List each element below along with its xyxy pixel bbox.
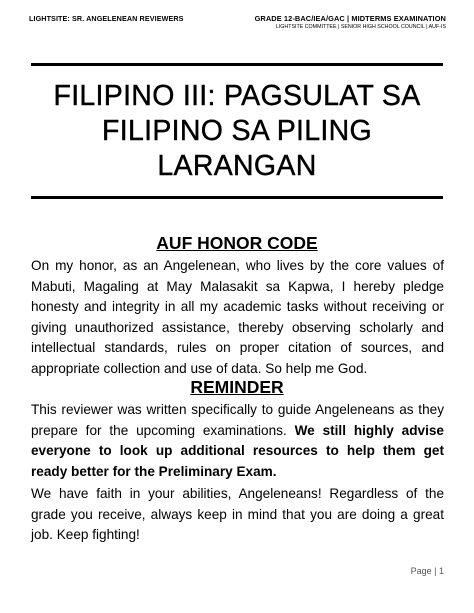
header-right xyxy=(255,14,446,30)
reminder-text-plain: This reviewer was written specifically to guide Angeleneans as they prepare for the upcoming examinations. xyxy=(31,402,444,438)
reminder-paragraph-2: We have faith in your abilities, Angeleneans! Regardless of the grade you receive, always keep in mind that you are doing a great job. Keep fighting! xyxy=(31,486,444,543)
title-line-3: LARANGAN xyxy=(157,149,317,182)
honor-code-heading: AUF HONOR CODE xyxy=(156,233,318,253)
title-line-2: FILIPINO SA PILING xyxy=(102,114,372,147)
page-title xyxy=(53,79,420,184)
reminder-paragraph-1 xyxy=(31,400,444,482)
title-box xyxy=(31,63,443,199)
honor-code-text: On my honor, as an Angelenean, who lives by the core values of Mabuti, Magaling at May Malasakit sa Kapwa, I hereby pledge honesty and integrity in all my academic tasks without receiving or giving unauthorized assistance, thereby observing scholarly and intellectual standards, rules on proper citation of sources, and appropriate collection and use of data. So help me God. xyxy=(31,258,444,376)
page-number: Page | 1 xyxy=(410,566,444,576)
reminder-heading: REMINDER xyxy=(190,377,284,397)
reminder-text-bold: We still highly advise everyone to look up additional resources to help them get ready better for the Preliminary Exam. xyxy=(31,422,444,479)
title-line-1: FILIPINO III: PAGSULAT SA xyxy=(53,79,421,112)
header-committee-label: LIGHTSITE COMMITTEE | SENIOR HIGH SCHOOL COUNCIL | AUF-IS xyxy=(275,24,446,30)
header-left-label: LIGHTSITE: SR. ANGELENEAN REVIEWERS xyxy=(29,14,184,23)
header-exam-label: GRADE 12-BAC/IEA/GAC | MIDTERMS EXAMINATION xyxy=(254,14,446,23)
